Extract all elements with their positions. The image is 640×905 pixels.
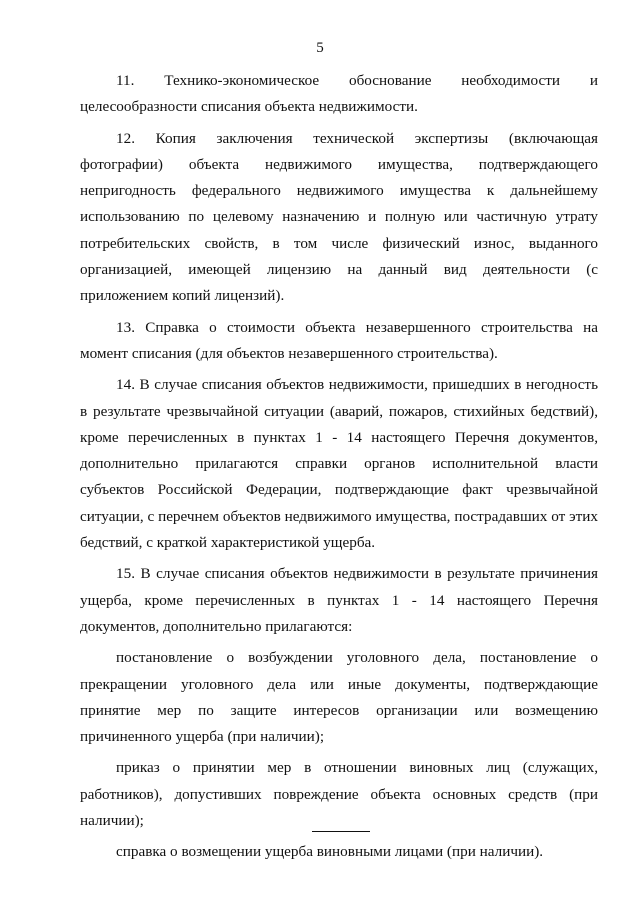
page-number: 5 [316,40,324,56]
paragraph-15-item-certificate: справка о возмещении ущерба виновными лицами (при наличии). [116,843,544,861]
document-body [80,68,598,866]
paragraph-14: 14. В случае списания объектов недвижимости, пришедших в негодность в результате чрезвычайной ситуации (аварий, пожаров, стихийных бедствий), кроме перечисленных в пунктах 1 - 14 настоящего Перечня документов, дополнительно прилагаются справки органов исполнительной власти субъектов Российской Федерации, подтверждающие факт чрезвычайной ситуации, с перечнем объектов недвижимого имущества, пострадавших от этих бедствий, с краткой характеристикой ущерба. [80,376,598,552]
paragraph-15: 15. В случае списания объектов недвижимости в результате причинения ущерба, кроме перечисленных в пунктах 1 - 14 настоящего Перечня документов, дополнительно прилагаются: [80,565,598,635]
closing-rule [312,831,370,832]
paragraph-11: 11. Технико-экономическое обоснование необходимости и целесообразности списания объекта недвижимости. [80,72,598,116]
paragraph-13: 13. Справка о стоимости объекта незавершенного строительства на момент списания (для объектов незавершенного строительства). [80,318,598,362]
paragraph-15-item-order: приказ о принятии мер в отношении виновных лиц (служащих, работников), допустивших повреждение объекта основных средств (при наличии); [80,759,598,830]
paragraph-12: 12. Копия заключения технической экспертизы (включающая фотографии) объекта недвижимого имущества, подтверждающего непригодность федерального недвижимого имущества к дальнейшему использованию по целевому назначению и полную или частичную утрату потребительских свойств, в том числе физический износ, выданного организацией, имеющей лицензию на данный вид деятельности (с приложением копий лицензий). [80,129,598,305]
paragraph-15-item-resolution: постановление о возбуждении уголовного дела, постановление о прекращении уголовного дела или иные документы, подтверждающие принятие мер по защите интересов организации или возмещению причиненного ущерба (при наличии); [80,649,598,746]
